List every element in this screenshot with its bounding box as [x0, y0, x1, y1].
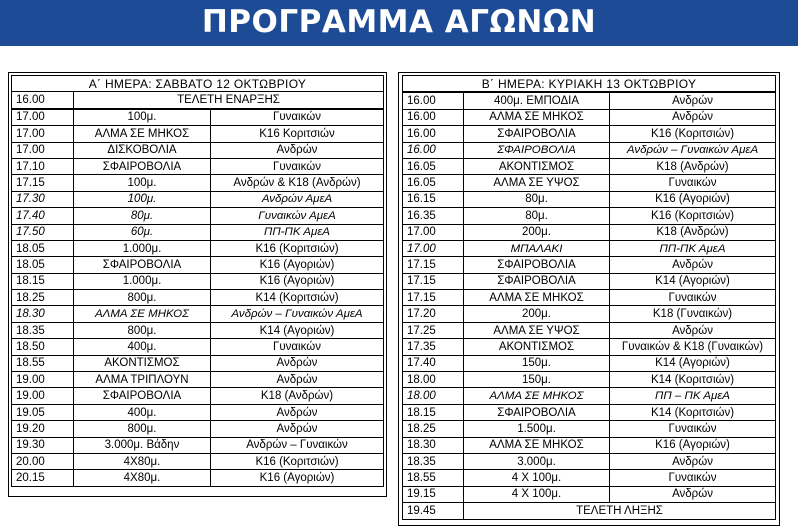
row-event: 150μ. — [464, 355, 610, 371]
row-time: 17.10 — [12, 158, 74, 174]
row-category: Κ14 (Κοριτσιών) — [610, 404, 776, 420]
row-category: Κ16 (Αγοριών) — [211, 273, 384, 289]
row-time: 19.15 — [403, 486, 464, 502]
row-time: 18.05 — [12, 257, 74, 273]
schedule-row — [12, 339, 384, 355]
schedule-row — [12, 158, 384, 174]
row-event: 3.000μ. — [464, 453, 610, 469]
row-event: ΑΛΜΑ ΣΕ ΜΗΚΟΣ — [74, 126, 211, 142]
closing-time: 19.45 — [403, 503, 464, 519]
row-event: 3.000μ. Βάδην — [74, 437, 211, 453]
title-banner — [0, 0, 798, 46]
row-event: ΑΛΜΑ ΣΕ ΜΗΚΟΣ — [464, 388, 610, 404]
schedule-row — [12, 191, 384, 207]
row-time: 18.05 — [12, 240, 74, 256]
row-time: 20.00 — [12, 453, 74, 469]
schedule-row — [403, 240, 776, 256]
schedule-row — [403, 109, 776, 125]
row-event: 400μ. ΕΜΠΟΔΙΑ — [464, 92, 610, 109]
row-category: Γυναικών — [610, 421, 776, 437]
schedule-row — [403, 191, 776, 207]
row-category: Ανδρών — [610, 92, 776, 109]
row-category: Κ14 (Κοριτσιών) — [610, 372, 776, 388]
schedule-row — [403, 92, 776, 109]
row-time: 18.50 — [12, 339, 74, 355]
row-event: 200μ. — [464, 306, 610, 322]
row-event: 1.000μ. — [74, 240, 211, 256]
row-time: 18.55 — [12, 355, 74, 371]
row-category: Κ16 Κοριτσιών — [211, 126, 384, 142]
row-time: 16.15 — [403, 191, 464, 207]
day1-header: Α΄ ΗΜΕΡΑ: ΣΑΒΒΑΤΟ 12 ΟΚΤΩΒΡΙΟΥ — [12, 76, 384, 92]
row-time: 18.00 — [403, 388, 464, 404]
schedule-row — [403, 224, 776, 240]
schedule-row — [12, 273, 384, 289]
row-category: Ανδρών — [610, 486, 776, 502]
row-event: 80μ. — [464, 191, 610, 207]
schedule-row — [403, 404, 776, 420]
schedule-row — [12, 109, 384, 126]
schedule-row — [403, 126, 776, 142]
row-time: 17.00 — [12, 126, 74, 142]
row-time: 17.15 — [403, 290, 464, 306]
row-time: 18.15 — [403, 404, 464, 420]
row-event: ΑΛΜΑ ΣΕ ΜΗΚΟΣ — [464, 109, 610, 125]
row-category: Κ14 (Αγοριών) — [211, 322, 384, 338]
row-category: Γυναικών — [610, 175, 776, 191]
row-category: Κ18 (Ανδρών) — [610, 158, 776, 174]
row-event: 4Χ80μ. — [74, 453, 211, 469]
schedule-row — [403, 437, 776, 453]
row-event: ΑΚΟΝΤΙΣΜΟΣ — [464, 339, 610, 355]
row-event: ΑΛΜΑ ΣΕ ΜΗΚΟΣ — [464, 437, 610, 453]
schedule-row — [403, 208, 776, 224]
row-category: ΠΠ – ΠΚ ΑμεΑ — [610, 388, 776, 404]
row-time: 16.00 — [403, 126, 464, 142]
row-event: ΑΚΟΝΤΙΣΜΟΣ — [464, 158, 610, 174]
row-event: 1.500μ. — [464, 421, 610, 437]
schedule-row — [12, 142, 384, 158]
row-time: 18.35 — [403, 453, 464, 469]
row-time: 17.00 — [403, 240, 464, 256]
row-category: Κ18 (Ανδρών) — [610, 224, 776, 240]
row-time: 18.15 — [12, 273, 74, 289]
row-time: 17.15 — [12, 175, 74, 191]
row-event: ΜΠΑΛΑΚΙ — [464, 240, 610, 256]
row-time: 17.20 — [403, 306, 464, 322]
row-event: 400μ. — [74, 339, 211, 355]
row-time: 20.15 — [12, 470, 74, 486]
row-time: 16.00 — [403, 109, 464, 125]
row-event: ΣΦΑΙΡΟΒΟΛΙΑ — [464, 257, 610, 273]
row-category: Κ18 (Ανδρών) — [211, 388, 384, 404]
row-category: Ανδρών – Γυναικών — [211, 437, 384, 453]
row-event: ΑΚΟΝΤΙΣΜΟΣ — [74, 355, 211, 371]
schedule-row — [403, 372, 776, 388]
row-category: Ανδρών — [211, 372, 384, 388]
row-event: 80μ. — [464, 208, 610, 224]
schedule-row — [403, 388, 776, 404]
row-event: ΑΛΜΑ ΤΡΙΠΛΟΥΝ — [74, 372, 211, 388]
schedule-row — [12, 208, 384, 224]
row-time: 17.00 — [12, 142, 74, 158]
schedule-row — [12, 257, 384, 273]
day2-schedule-table — [402, 75, 776, 520]
row-event: ΣΦΑΙΡΟΒΟΛΙΑ — [74, 257, 211, 273]
schedule-row — [403, 175, 776, 191]
row-category: Κ14 (Αγοριών) — [610, 273, 776, 289]
row-category: Γυναικών — [211, 339, 384, 355]
row-time: 17.15 — [403, 273, 464, 289]
row-time: 18.25 — [12, 290, 74, 306]
row-time: 18.35 — [12, 322, 74, 338]
schedule-row — [12, 421, 384, 437]
schedule-row — [403, 486, 776, 502]
row-event: ΑΛΜΑ ΣΕ ΥΨΟΣ — [464, 322, 610, 338]
row-time: 17.50 — [12, 224, 74, 240]
row-category: Κ16 (Αγοριών) — [211, 257, 384, 273]
row-event: 4 Χ 100μ. — [464, 486, 610, 502]
row-event: 800μ. — [74, 421, 211, 437]
row-category: Ανδρών — [610, 109, 776, 125]
row-category: ΠΠ-ΠΚ ΑμεΑ — [211, 224, 384, 240]
schedule-row — [403, 421, 776, 437]
row-event: ΣΦΑΙΡΟΒΟΛΙΑ — [74, 388, 211, 404]
row-time: 18.00 — [403, 372, 464, 388]
row-event: ΑΛΜΑ ΣΕ ΥΨΟΣ — [464, 175, 610, 191]
row-time: 16.00 — [403, 92, 464, 109]
row-event: 100μ. — [74, 175, 211, 191]
row-category: Γυναικών — [211, 109, 384, 126]
row-time: 19.00 — [12, 372, 74, 388]
schedule-row — [403, 142, 776, 158]
row-event: ΣΦΑΙΡΟΒΟΛΙΑ — [464, 126, 610, 142]
closing-event: ΤΕΛΕΤΗ ΛΗΞΗΣ — [464, 503, 776, 519]
row-time: 16.05 — [403, 158, 464, 174]
row-category: Ανδρών — [211, 142, 384, 158]
schedule-row — [12, 437, 384, 453]
row-time: 16.00 — [403, 142, 464, 158]
row-category: Γυναικών — [610, 470, 776, 486]
schedule-row — [12, 404, 384, 420]
schedule-row — [12, 453, 384, 469]
opening-time: 16.00 — [12, 92, 74, 109]
row-category: Κ16 (Κοριτσιών) — [610, 208, 776, 224]
row-event: 4Χ80μ. — [74, 470, 211, 486]
row-category: Κ14 (Κοριτσιών) — [211, 290, 384, 306]
row-category: Κ18 (Γυναικών) — [610, 306, 776, 322]
schedule-row — [12, 224, 384, 240]
schedule-row — [12, 322, 384, 338]
schedule-row — [403, 306, 776, 322]
row-time: 18.25 — [403, 421, 464, 437]
schedule-row — [403, 355, 776, 371]
row-category: Γυναικών — [610, 290, 776, 306]
row-event: 4 Χ 100μ. — [464, 470, 610, 486]
row-time: 16.05 — [403, 175, 464, 191]
schedule-row — [12, 126, 384, 142]
row-category: Ανδρών ΑμεΑ — [211, 191, 384, 207]
row-time: 18.55 — [403, 470, 464, 486]
row-time: 17.30 — [12, 191, 74, 207]
row-time: 17.25 — [403, 322, 464, 338]
row-time: 17.35 — [403, 339, 464, 355]
row-event: ΣΦΑΙΡΟΒΟΛΙΑ — [464, 404, 610, 420]
row-category: Γυναικών ΑμεΑ — [211, 208, 384, 224]
schedule-row — [403, 158, 776, 174]
row-time: 19.00 — [12, 388, 74, 404]
schedule-row — [12, 240, 384, 256]
schedule-row — [12, 388, 384, 404]
row-time: 19.05 — [12, 404, 74, 420]
schedule-row — [12, 470, 384, 486]
row-event: 150μ. — [464, 372, 610, 388]
schedule-row — [12, 372, 384, 388]
row-event: 100μ. — [74, 191, 211, 207]
row-event: 80μ. — [74, 208, 211, 224]
row-time: 18.30 — [12, 306, 74, 322]
schedule-row — [12, 306, 384, 322]
row-event: 100μ. — [74, 109, 211, 126]
row-event: ΔΙΣΚΟΒΟΛΙΑ — [74, 142, 211, 158]
row-category: Ανδρών — [610, 257, 776, 273]
row-category: Γυναικών — [211, 158, 384, 174]
schedule-row — [403, 290, 776, 306]
schedule-row — [403, 257, 776, 273]
schedule-row — [12, 175, 384, 191]
row-event: ΑΛΜΑ ΣΕ ΜΗΚΟΣ — [464, 290, 610, 306]
schedule-row — [12, 355, 384, 371]
row-time: 17.00 — [12, 109, 74, 126]
schedule-row — [403, 322, 776, 338]
row-time: 17.15 — [403, 257, 464, 273]
day2-header: Β΄ ΗΜΕΡΑ: ΚΥΡΙΑΚΗ 13 ΟΚΤΩΒΡΙΟΥ — [403, 76, 776, 93]
row-category: Γυναικών & Κ18 (Γυναικών) — [610, 339, 776, 355]
row-event: ΣΦΑΙΡΟΒΟΛΙΑ — [464, 273, 610, 289]
closing-row — [403, 503, 776, 519]
row-category: Ανδρών — [211, 355, 384, 371]
row-time: 16.35 — [403, 208, 464, 224]
schedule-row — [403, 339, 776, 355]
schedule-row — [12, 290, 384, 306]
row-category: Κ16 (Κοριτσιών) — [211, 453, 384, 469]
row-category: Ανδρών — [610, 322, 776, 338]
row-event: 800μ. — [74, 322, 211, 338]
row-time: 17.00 — [403, 224, 464, 240]
row-time: 19.20 — [12, 421, 74, 437]
row-category: Κ16 (Αγοριών) — [610, 191, 776, 207]
row-event: ΑΛΜΑ ΣΕ ΜΗΚΟΣ — [74, 306, 211, 322]
row-category: Ανδρών – Γυναικών ΑμεΑ — [211, 306, 384, 322]
row-category: Κ16 (Αγοριών) — [211, 470, 384, 486]
row-category: Ανδρών — [610, 453, 776, 469]
schedule-row — [403, 273, 776, 289]
row-category: Κ16 (Κοριτσιών) — [211, 240, 384, 256]
opening-event: ΤΕΛΕΤΗ ΕΝΑΡΞΗΣ — [74, 92, 384, 109]
row-event: ΣΦΑΙΡΟΒΟΛΙΑ — [464, 142, 610, 158]
schedule-row — [403, 453, 776, 469]
row-event: ΣΦΑΙΡΟΒΟΛΙΑ — [74, 158, 211, 174]
row-category: Κ16 (Κοριτσιών) — [610, 126, 776, 142]
schedule-row — [403, 470, 776, 486]
row-time: 19.30 — [12, 437, 74, 453]
row-category: ΠΠ-ΠΚ ΑμεΑ — [610, 240, 776, 256]
row-category: Ανδρών — [211, 404, 384, 420]
row-event: 800μ. — [74, 290, 211, 306]
day1-schedule-table — [11, 75, 384, 487]
row-time: 17.40 — [403, 355, 464, 371]
page-title: ΠΡΟΓΡΑΜΜΑ ΑΓΩΝΩΝ — [201, 4, 597, 40]
row-category: Ανδρών & Κ18 (Ανδρών) — [211, 175, 384, 191]
row-time: 17.40 — [12, 208, 74, 224]
row-event: 60μ. — [74, 224, 211, 240]
row-category: Κ16 (Αγοριών) — [610, 437, 776, 453]
row-event: 200μ. — [464, 224, 610, 240]
row-time: 18.30 — [403, 437, 464, 453]
row-category: Ανδρών — [211, 421, 384, 437]
row-event: 1.000μ. — [74, 273, 211, 289]
row-category: Κ14 (Αγοριών) — [610, 355, 776, 371]
row-event: 400μ. — [74, 404, 211, 420]
row-category: Ανδρών – Γυναικών ΑμεΑ — [610, 142, 776, 158]
